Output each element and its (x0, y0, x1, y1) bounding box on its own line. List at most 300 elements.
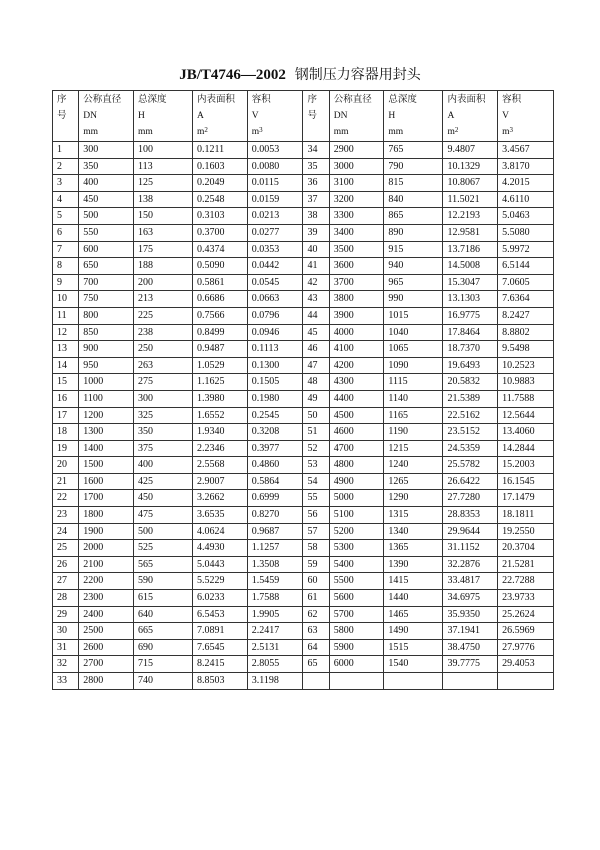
cell-v: 21.5281 (498, 556, 554, 573)
cell-a: 8.2415 (193, 656, 248, 673)
cell-h: 1065 (384, 341, 443, 358)
table-row (53, 291, 554, 308)
cell-v: 15.2003 (498, 457, 554, 474)
cell-no: 46 (303, 341, 329, 358)
cell-dn: 2800 (79, 673, 134, 690)
cell-dn: 4800 (329, 457, 384, 474)
header-dn-right (329, 91, 384, 142)
cell-dn: 950 (79, 357, 134, 374)
table-row (53, 357, 554, 374)
cell-no: 15 (53, 374, 79, 391)
cell-no: 12 (53, 324, 79, 341)
cell-dn: 5400 (329, 556, 384, 573)
cell-v: 0.0115 (247, 175, 303, 192)
cell-no: 21 (53, 473, 79, 490)
cell-v: 3.4567 (498, 142, 554, 159)
table-row (53, 258, 554, 275)
table-row (53, 473, 554, 490)
table-row (53, 656, 554, 673)
cell-dn: 3000 (329, 158, 384, 175)
cell-v: 22.7288 (498, 573, 554, 590)
cell-no: 5 (53, 208, 79, 225)
cell-v: 3.8170 (498, 158, 554, 175)
cell-h: 300 (133, 390, 192, 407)
cell-dn: 4000 (329, 324, 384, 341)
cell-no: 4 (53, 191, 79, 208)
cell-a: 18.7370 (443, 341, 498, 358)
unit-superscript: 2 (204, 126, 208, 134)
cell-v: 25.2624 (498, 606, 554, 623)
cell-a: 14.5008 (443, 258, 498, 275)
title-standard-code: JB/T4746—2002 (179, 67, 286, 83)
table-row (53, 590, 554, 607)
cell-dn: 3900 (329, 307, 384, 324)
cell-dn: 5300 (329, 540, 384, 557)
cell-h: 915 (384, 241, 443, 258)
cell-no: 45 (303, 324, 329, 341)
cell-h: 1090 (384, 357, 443, 374)
table-row (53, 407, 554, 424)
table-row (53, 390, 554, 407)
cell-a: 29.9644 (443, 523, 498, 540)
cell-v: 2.5131 (247, 639, 303, 656)
header-line: 内表面积 (197, 95, 236, 105)
header-line: $m^3$ (502, 126, 514, 137)
cell-v: 1.1257 (247, 540, 303, 557)
header-line: 号 (307, 111, 317, 121)
cell-h: 263 (133, 357, 192, 374)
cell-no: 29 (53, 606, 79, 623)
cell-dn: 500 (79, 208, 134, 225)
cell-h: 690 (133, 639, 192, 656)
cell-a: 1.9340 (193, 424, 248, 441)
cell-v: 27.9776 (498, 639, 554, 656)
cell-h: 840 (384, 191, 443, 208)
cell-a: 2.5568 (193, 457, 248, 474)
cell-dn: 5600 (329, 590, 384, 607)
header-line: $m^2$ (447, 126, 459, 137)
cell-no: 55 (303, 490, 329, 507)
header-line: $m^2$ (197, 126, 208, 137)
cell-v: 26.5969 (498, 623, 554, 640)
cell-v: 0.1980 (247, 390, 303, 407)
cell-no: 37 (303, 191, 329, 208)
header-line: $m^3$ (251, 126, 263, 137)
cell-h: 1415 (384, 573, 443, 590)
header-line: H (137, 111, 145, 121)
title-text: 钢制压力容器用封头 (294, 67, 421, 83)
cell-a: 24.5359 (443, 440, 498, 457)
cell-a: 0.2548 (193, 191, 248, 208)
cell-dn: 2500 (79, 623, 134, 640)
cell-a: 6.5453 (193, 606, 248, 623)
cell-v: 0.3977 (247, 440, 303, 457)
cell-a: 3.6535 (193, 507, 248, 524)
cell-h: 1440 (384, 590, 443, 607)
cell-h: 765 (384, 142, 443, 159)
cell-a: 11.5021 (443, 191, 498, 208)
cell-h: 715 (133, 656, 192, 673)
cell-dn: 650 (79, 258, 134, 275)
cell-dn: 4400 (329, 390, 384, 407)
cell-no: 52 (303, 440, 329, 457)
table-row (53, 158, 554, 175)
table-row (53, 307, 554, 324)
cell-v: 0.1505 (247, 374, 303, 391)
cell-no: 59 (303, 556, 329, 573)
cell-no: 39 (303, 224, 329, 241)
cell-v: 14.2844 (498, 440, 554, 457)
header-line: A (197, 111, 204, 121)
cell-v: 16.1545 (498, 473, 554, 490)
cell-h: 425 (133, 473, 192, 490)
cell-v: 0.0545 (247, 274, 303, 291)
cell-a: 2.9007 (193, 473, 248, 490)
cell-dn: 700 (79, 274, 134, 291)
cell-v: 7.0605 (498, 274, 554, 291)
cell-dn: 1400 (79, 440, 134, 457)
cell-a: 13.7186 (443, 241, 498, 258)
cell-v: 23.9733 (498, 590, 554, 607)
cell-dn: 2100 (79, 556, 134, 573)
cell-a: 0.7566 (193, 307, 248, 324)
cell-v: 6.5144 (498, 258, 554, 275)
header-line: 公称直径 (83, 95, 122, 105)
table-row (53, 424, 554, 441)
cell-a: 4.4930 (193, 540, 248, 557)
cell-h: 865 (384, 208, 443, 225)
cell-dn: 2400 (79, 606, 134, 623)
cell-dn: 2300 (79, 590, 134, 607)
cell-h: 1190 (384, 424, 443, 441)
cell-h: 125 (133, 175, 192, 192)
header-row (53, 91, 554, 142)
cell-h: 1490 (384, 623, 443, 640)
cell-a: 10.8067 (443, 175, 498, 192)
cell-dn: 5100 (329, 507, 384, 524)
cell-v: 17.1479 (498, 490, 554, 507)
header-h-right (384, 91, 443, 142)
cell-dn: 4100 (329, 341, 384, 358)
cell-no: 17 (53, 407, 79, 424)
cell-dn: 750 (79, 291, 134, 308)
cell-a: 33.4817 (443, 573, 498, 590)
cell-v: 5.0463 (498, 208, 554, 225)
cell-no: 56 (303, 507, 329, 524)
cell-h: 1240 (384, 457, 443, 474)
table-row (53, 490, 554, 507)
cell-a: 38.4750 (443, 639, 498, 656)
header-line: 序 (307, 95, 317, 105)
table-row (53, 673, 554, 690)
header-line: 容积 (502, 95, 522, 105)
cell-v: 12.5644 (498, 407, 554, 424)
cell-dn: 3600 (329, 258, 384, 275)
cell-no: 28 (53, 590, 79, 607)
cell-dn: 900 (79, 341, 134, 358)
cell-no: 25 (53, 540, 79, 557)
cell-v: 19.2550 (498, 523, 554, 540)
cell-a: 27.7280 (443, 490, 498, 507)
cell-a: 37.1941 (443, 623, 498, 640)
header-line: V (502, 111, 510, 121)
cell-v: 1.7588 (247, 590, 303, 607)
cell-h: 1165 (384, 407, 443, 424)
cell-dn: 1300 (79, 424, 134, 441)
cell-a: 20.5832 (443, 374, 498, 391)
cell-h: 565 (133, 556, 192, 573)
cell-dn: 2700 (79, 656, 134, 673)
unit-superscript: 3 (509, 126, 514, 134)
cell-a: 1.3980 (193, 390, 248, 407)
cell-h: 1290 (384, 490, 443, 507)
table-row (53, 175, 554, 192)
cell-dn: 1600 (79, 473, 134, 490)
table-row (53, 556, 554, 573)
cell-no: 27 (53, 573, 79, 590)
cell-no: 50 (303, 407, 329, 424)
header-a-right (443, 91, 498, 142)
table-row (53, 374, 554, 391)
table-row (53, 224, 554, 241)
cell-h: 640 (133, 606, 192, 623)
cell-a: 7.6545 (193, 639, 248, 656)
header-line: 总深度 (137, 95, 167, 105)
cell-no: 32 (53, 656, 79, 673)
cell-no: 61 (303, 590, 329, 607)
cell-no: 49 (303, 390, 329, 407)
cell-v: 1.3508 (247, 556, 303, 573)
cell-h: 150 (133, 208, 192, 225)
cell-v: 3.1198 (247, 673, 303, 690)
cell-v: 4.6110 (498, 191, 554, 208)
cell-dn: 1900 (79, 523, 134, 540)
cell-h: 1265 (384, 473, 443, 490)
cell-dn: 5200 (329, 523, 384, 540)
cell-no: 65 (303, 656, 329, 673)
header-line: 容积 (251, 95, 271, 105)
cell-no (303, 673, 329, 690)
cell-v: 0.5864 (247, 473, 303, 490)
cell-a: 1.6552 (193, 407, 248, 424)
cell-no: 11 (53, 307, 79, 324)
header-line: V (251, 111, 259, 121)
cell-a: 9.4807 (443, 142, 498, 159)
cell-h: 1390 (384, 556, 443, 573)
cell-dn: 600 (79, 241, 134, 258)
cell-dn: 2200 (79, 573, 134, 590)
cell-a: 1.0529 (193, 357, 248, 374)
cell-a: 6.0233 (193, 590, 248, 607)
cell-a: 1.1625 (193, 374, 248, 391)
cell-a: 31.1152 (443, 540, 498, 557)
cell-dn: 5800 (329, 623, 384, 640)
cell-a: 16.9775 (443, 307, 498, 324)
header-v-left (247, 91, 303, 142)
cell-a: 39.7775 (443, 656, 498, 673)
cell-no: 26 (53, 556, 79, 573)
cell-no: 58 (303, 540, 329, 557)
cell-v: 20.3704 (498, 540, 554, 557)
cell-h: 450 (133, 490, 192, 507)
cell-no: 23 (53, 507, 79, 524)
cell-dn: 6000 (329, 656, 384, 673)
cell-dn: 5500 (329, 573, 384, 590)
cell-no: 53 (303, 457, 329, 474)
cell-h: 213 (133, 291, 192, 308)
header-line: mm (137, 127, 153, 137)
header-line: 号 (57, 111, 67, 121)
cell-dn (329, 673, 384, 690)
cell-no: 48 (303, 374, 329, 391)
cell-v: 10.9883 (498, 374, 554, 391)
cell-h: 740 (133, 673, 192, 690)
header-line: mm (83, 127, 99, 137)
cell-h: 113 (133, 158, 192, 175)
cell-h: 375 (133, 440, 192, 457)
cell-a: 28.8353 (443, 507, 498, 524)
cell-dn: 850 (79, 324, 134, 341)
cell-no: 44 (303, 307, 329, 324)
cell-dn: 2000 (79, 540, 134, 557)
cell-a: 19.6493 (443, 357, 498, 374)
cell-no: 34 (303, 142, 329, 159)
cell-dn: 1700 (79, 490, 134, 507)
cell-h: 525 (133, 540, 192, 557)
cell-no: 30 (53, 623, 79, 640)
cell-h (384, 673, 443, 690)
cell-a: 0.4374 (193, 241, 248, 258)
cell-dn: 3500 (329, 241, 384, 258)
table-row (53, 573, 554, 590)
cell-a: 8.8503 (193, 673, 248, 690)
cell-a: 17.8464 (443, 324, 498, 341)
cell-h: 500 (133, 523, 192, 540)
cell-v (498, 673, 554, 690)
cell-a: 3.2662 (193, 490, 248, 507)
header-no-left (53, 91, 79, 142)
cell-h: 400 (133, 457, 192, 474)
cell-a (443, 673, 498, 690)
cell-v: 18.1811 (498, 507, 554, 524)
header-v-right (498, 91, 554, 142)
cell-dn: 4900 (329, 473, 384, 490)
cell-h: 175 (133, 241, 192, 258)
table-row (53, 324, 554, 341)
cell-no: 9 (53, 274, 79, 291)
cell-a: 22.5162 (443, 407, 498, 424)
cell-dn: 4500 (329, 407, 384, 424)
cell-no: 35 (303, 158, 329, 175)
cell-no: 3 (53, 175, 79, 192)
cell-v: 0.1113 (247, 341, 303, 358)
cell-no: 41 (303, 258, 329, 275)
header-dn-left (79, 91, 134, 142)
cell-a: 7.0891 (193, 623, 248, 640)
cell-dn: 3100 (329, 175, 384, 192)
header-line: mm (388, 127, 404, 137)
cell-v: 1.9905 (247, 606, 303, 623)
cell-h: 1465 (384, 606, 443, 623)
cell-dn: 5700 (329, 606, 384, 623)
cell-v: 0.1300 (247, 357, 303, 374)
table-body (53, 142, 554, 690)
cell-h: 790 (384, 158, 443, 175)
cell-dn: 1200 (79, 407, 134, 424)
cell-h: 1540 (384, 656, 443, 673)
cell-v: 0.0213 (247, 208, 303, 225)
cell-a: 5.5229 (193, 573, 248, 590)
cell-v: 8.2427 (498, 307, 554, 324)
cell-no: 16 (53, 390, 79, 407)
cell-a: 12.2193 (443, 208, 498, 225)
cell-dn: 400 (79, 175, 134, 192)
unit-superscript: 3 (259, 126, 263, 134)
cell-h: 138 (133, 191, 192, 208)
header-line: DN (333, 111, 348, 121)
cell-v: 8.8802 (498, 324, 554, 341)
table-row (53, 623, 554, 640)
cell-dn: 1000 (79, 374, 134, 391)
cell-dn: 550 (79, 224, 134, 241)
cell-dn: 800 (79, 307, 134, 324)
cell-h: 1340 (384, 523, 443, 540)
cell-no: 33 (53, 673, 79, 690)
cell-h: 163 (133, 224, 192, 241)
cell-no: 31 (53, 639, 79, 656)
unit-superscript: 2 (454, 126, 459, 134)
cell-v: 13.4060 (498, 424, 554, 441)
cell-v: 7.6364 (498, 291, 554, 308)
header-line: 内表面积 (447, 95, 486, 105)
cell-no: 7 (53, 241, 79, 258)
header-line: 序 (57, 95, 67, 105)
cell-dn: 3700 (329, 274, 384, 291)
cell-a: 0.3700 (193, 224, 248, 241)
cell-h: 475 (133, 507, 192, 524)
cell-v: 0.0053 (247, 142, 303, 159)
cell-h: 1515 (384, 639, 443, 656)
cell-h: 1040 (384, 324, 443, 341)
table-row (53, 523, 554, 540)
cell-a: 25.5782 (443, 457, 498, 474)
cell-no: 38 (303, 208, 329, 225)
cell-no: 22 (53, 490, 79, 507)
cell-a: 0.1603 (193, 158, 248, 175)
table-row (53, 440, 554, 457)
header-line: A (447, 111, 455, 121)
cell-v: 9.5498 (498, 341, 554, 358)
cell-no: 60 (303, 573, 329, 590)
header-h-left (133, 91, 192, 142)
cell-h: 1215 (384, 440, 443, 457)
cell-dn: 3300 (329, 208, 384, 225)
cell-a: 10.1329 (443, 158, 498, 175)
cell-h: 1315 (384, 507, 443, 524)
cell-v: 29.4053 (498, 656, 554, 673)
cell-a: 4.0624 (193, 523, 248, 540)
cell-dn: 4300 (329, 374, 384, 391)
document-title (0, 64, 600, 84)
cell-h: 890 (384, 224, 443, 241)
cell-v: 2.2417 (247, 623, 303, 640)
cell-h: 1140 (384, 390, 443, 407)
cell-h: 815 (384, 175, 443, 192)
cell-v: 4.2015 (498, 175, 554, 192)
cell-h: 325 (133, 407, 192, 424)
cell-h: 990 (384, 291, 443, 308)
cell-h: 665 (133, 623, 192, 640)
